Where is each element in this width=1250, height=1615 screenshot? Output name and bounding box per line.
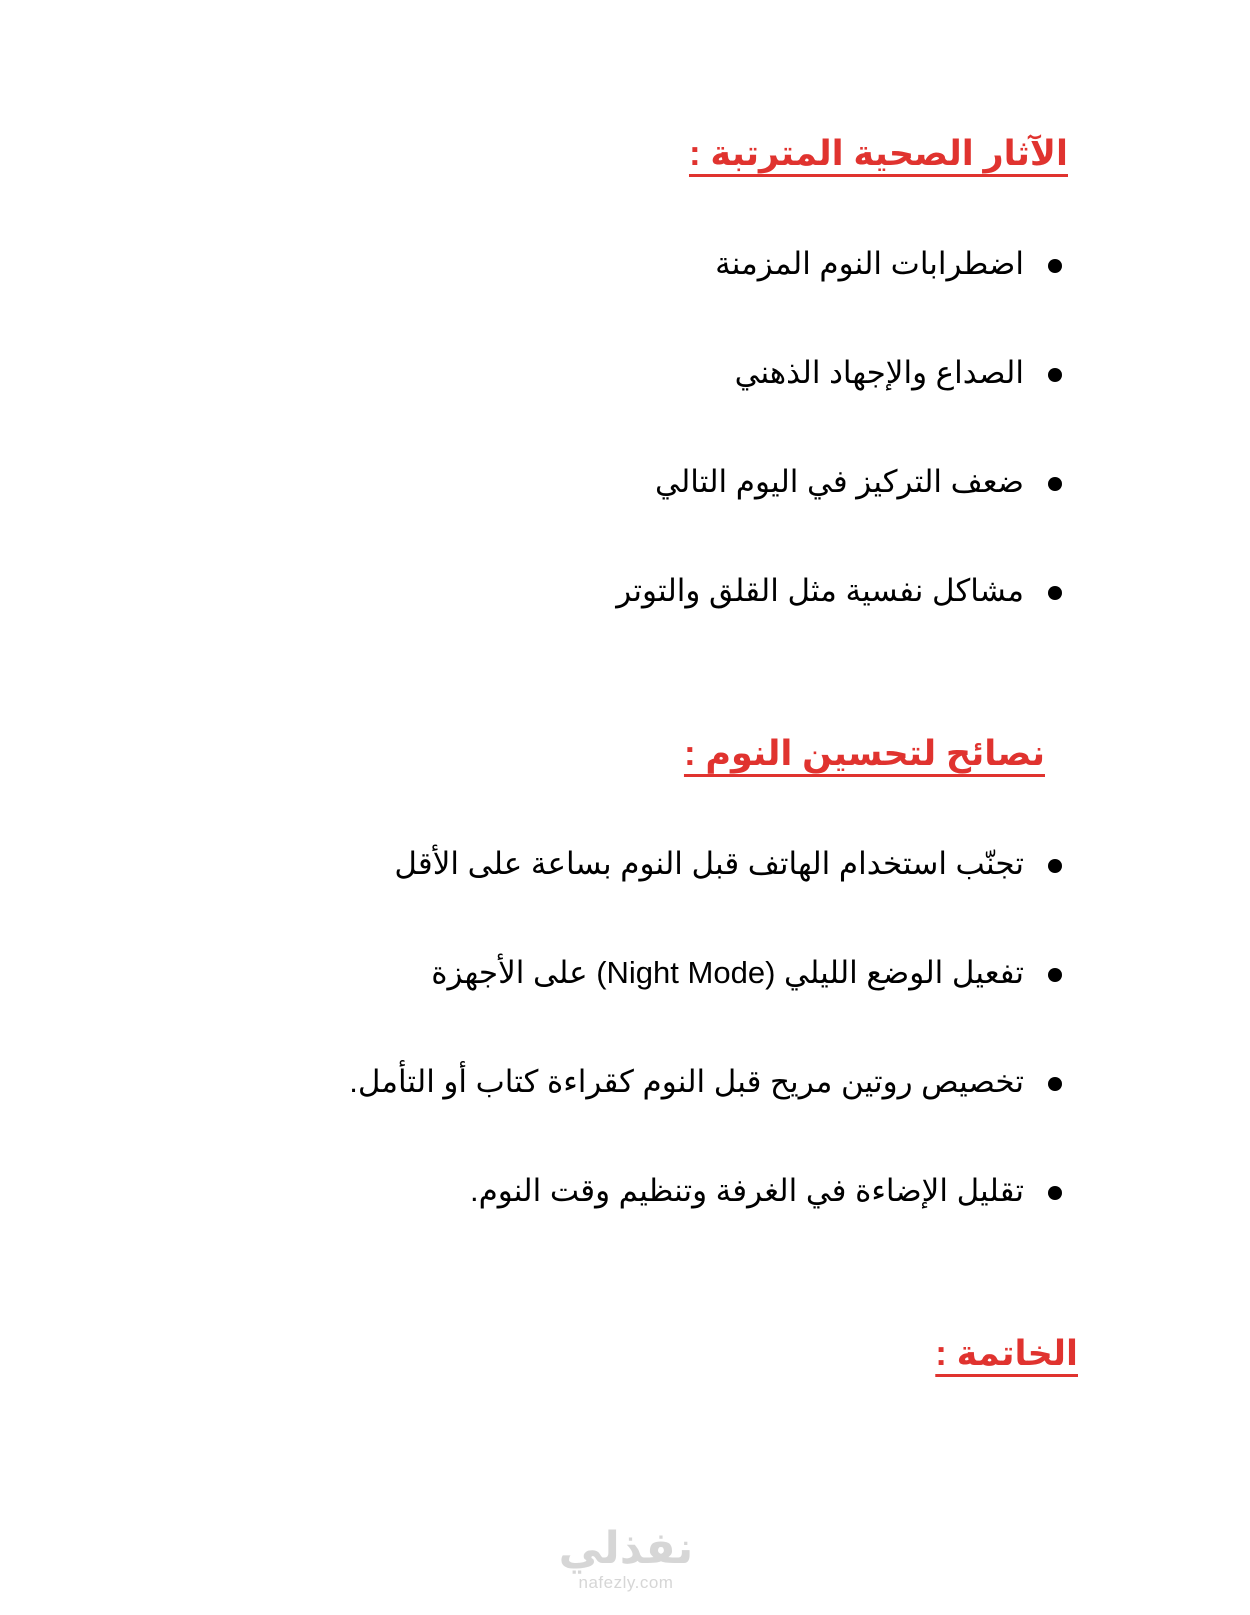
- list-item-text: الصداع والإجهاد الذهني: [734, 355, 1024, 390]
- bullet-icon: [1048, 968, 1062, 982]
- list-item: [616, 244, 1062, 284]
- health-effects-list: [616, 244, 1062, 680]
- bullet-icon: [1048, 586, 1062, 600]
- section-heading-conclusion: الخاتمة :: [935, 1334, 1078, 1373]
- list-item: [616, 353, 1062, 393]
- list-item-text: اضطرابات النوم المزمنة: [715, 246, 1024, 281]
- section-heading-sleep-tips: نصائح لتحسين النوم :: [683, 734, 1045, 773]
- list-item-text: مشاكل نفسية مثل القلق والتوتر: [616, 573, 1024, 608]
- bullet-icon: [1048, 259, 1062, 273]
- bullet-icon: [1048, 1186, 1062, 1200]
- list-item-text: ضعف التركيز في اليوم التالي: [655, 464, 1024, 499]
- list-item-text: تفعيل الوضع الليلي (Night Mode) على الأجهزة: [431, 955, 1024, 990]
- watermark-logo: نفذلي: [558, 1524, 694, 1573]
- bullet-icon: [1048, 368, 1062, 382]
- list-item: [349, 1171, 1062, 1211]
- sleep-tips-list: [349, 844, 1062, 1280]
- list-item-text: تقليل الإضاءة في الغرفة وتنظيم وقت النوم.: [469, 1173, 1024, 1208]
- list-item: [349, 1062, 1062, 1102]
- watermark-url: nafezly.com: [578, 1573, 674, 1592]
- bullet-icon: [1048, 859, 1062, 873]
- list-item: [616, 462, 1062, 502]
- list-item-text: تجنّب استخدام الهاتف قبل النوم بساعة على الأقل: [394, 846, 1024, 881]
- section-heading-health-effects: الآثار الصحية المترتبة :: [688, 134, 1068, 173]
- bullet-icon: [1048, 477, 1062, 491]
- list-item-text: تخصيص روتين مريح قبل النوم كقراءة كتاب أو التأمل.: [349, 1064, 1024, 1099]
- list-item: [349, 953, 1062, 993]
- list-item: [349, 844, 1062, 884]
- list-item: [616, 571, 1062, 611]
- watermark: [551, 1525, 701, 1593]
- bullet-icon: [1048, 1077, 1062, 1091]
